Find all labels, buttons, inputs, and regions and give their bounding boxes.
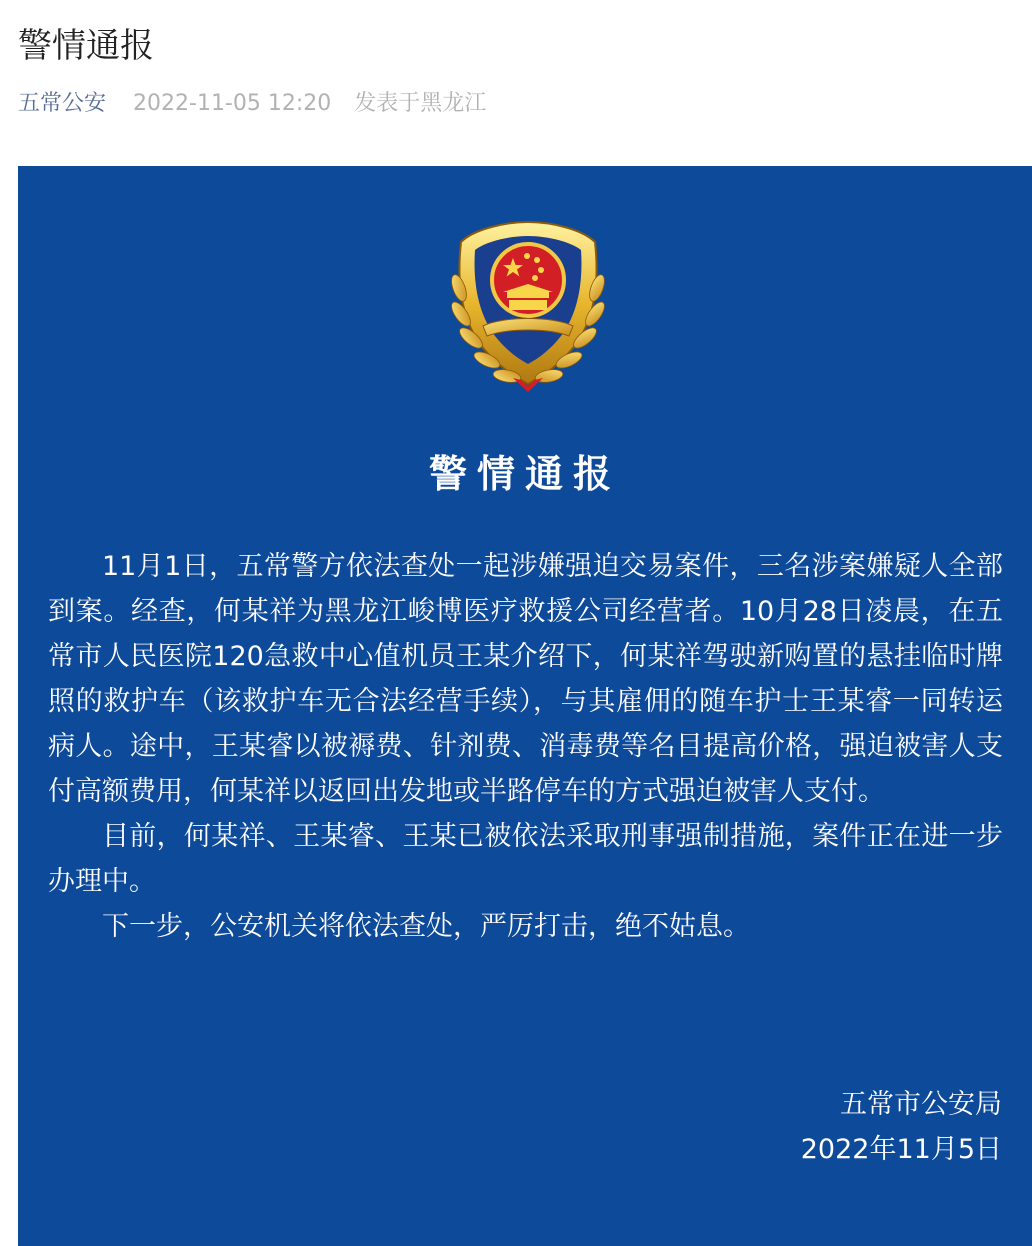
body-paragraph: 下一步，公安机关将依法查处，严厉打击，绝不姑息。: [102, 911, 750, 942]
author-link[interactable]: 五常公安: [18, 91, 107, 116]
publish-time: 2022-11-05 12:20: [133, 91, 332, 116]
signature-date: 2022年11月5日: [800, 1134, 1002, 1165]
article-title: 警情通报: [18, 26, 154, 66]
poster-title: 警情通报: [428, 452, 621, 496]
notice-body: [48, 544, 1003, 949]
body-paragraph: 11月1日，五常警方依法查处一起涉嫌强迫交易案件，三名涉案嫌疑人全部到案。经查，何某祥为黑龙江峻博医疗救援公司经营者。10月28日凌晨，在五常市人民医院120急救中心值机员王某介绍下，何某祥驾驶新购置的悬挂临时牌照的救护车（该救护车无合法经营手续），与其雇佣的随车护士王某睿一同转运病人。途中，王某睿以被褥费、针剂费、消毒费等名目提高价格，强迫被害人支付高额费用，何某祥以返回出发地或半路停车的方式强迫被害人支付。: [48, 551, 1003, 807]
article-meta: [18, 86, 486, 122]
police-emblem-icon: [443, 218, 613, 396]
signature: [801, 1082, 1002, 1172]
body-paragraph: 目前，何某祥、王某睿、王某已被依法采取刑事强制措施，案件正在进一步办理中。: [48, 821, 1003, 897]
signature-org: 五常市公安局: [840, 1089, 1002, 1120]
notice-poster: [18, 166, 1032, 1246]
publish-location: 发表于黑龙江: [354, 91, 487, 116]
